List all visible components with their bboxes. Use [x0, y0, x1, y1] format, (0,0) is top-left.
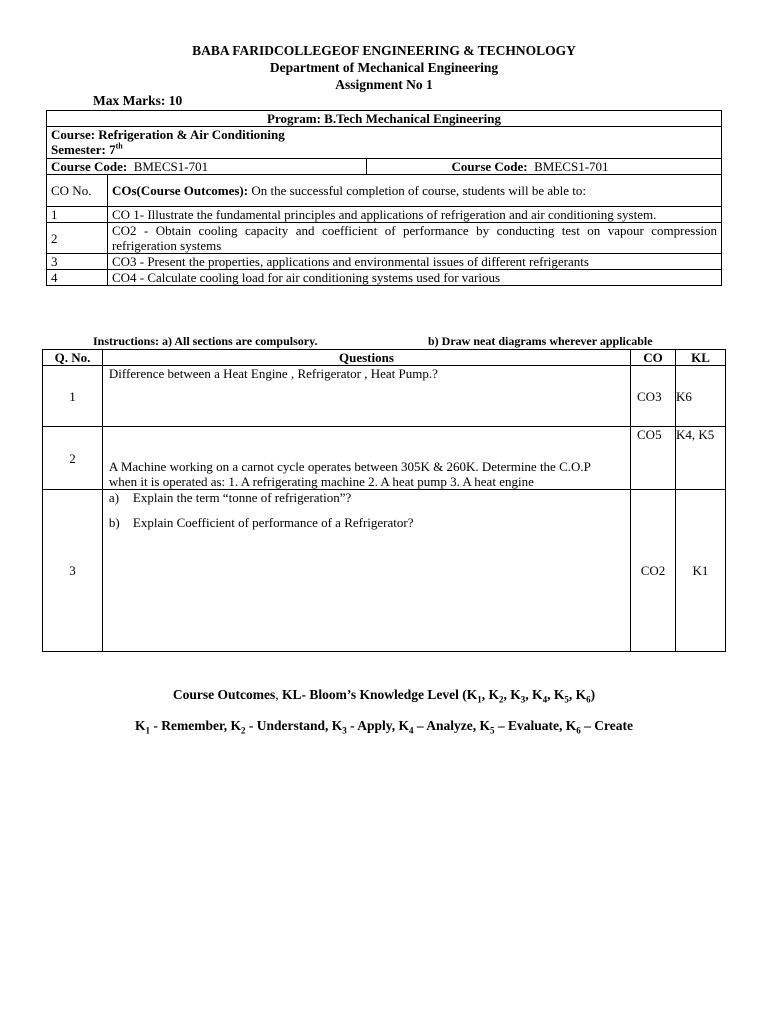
question-row: 3 a) Explain the term “tonne of refrigeration”? b) Explain Coefficient of performance of a Refrigerator? CO2 K1 — [43, 490, 726, 652]
program-cell: Program: B.Tech Mechanical Engineering — [47, 111, 722, 127]
questions-table — [42, 349, 726, 652]
college-name: BABA FARIDCOLLEGEOF ENGINEERING & TECHNOLOGY — [192, 43, 576, 58]
footer-line-1: Course Outcomes, KL- Bloom’s Knowledge Level ($K_1$, $K_2$, $K_3$, $K_4$, $K_5$, $K_6$) — [172, 687, 596, 705]
sub-question-a: a) Explain the term “tonne of refrigeration”? — [108, 490, 352, 505]
outcome-row: 4 CO4 - Calculate cooling load for air conditioning systems used for various — [47, 270, 722, 286]
cos-header: COs(Course Outcomes): On the successful completion of course, students will be able to: — [107, 175, 721, 207]
kl-header: KL — [675, 350, 725, 366]
outcome-row: 2 CO2 - Obtain cooling capacity and coefficient of performance by conducting test on vapour compression refrigeration systems — [47, 223, 722, 254]
question-row: 1 Difference between a Heat Engine , Refrigerator , Heat Pump.? CO3 K6 — [43, 366, 726, 427]
qno-header: Q. No. — [43, 350, 103, 366]
footer-line-2: $K_1$ - Remember, $K_2$ - Understand, $K_3$ - Apply, $K_4$ – Analyze, $K_5$ – Evaluate, $K_6$ – Create — [134, 718, 634, 736]
co-no-header: CO No. — [47, 175, 108, 207]
co-header: CO — [631, 350, 676, 366]
semester: Semester: 7th — [51, 141, 123, 157]
sub-question-b: b) Explain Coefficient of performance of a Refrigerator? — [108, 515, 414, 530]
course-semester-cell — [47, 127, 722, 159]
course-name: Course: Refrigeration & Air Conditioning — [51, 127, 285, 142]
max-marks: Max Marks: 10 — [93, 93, 183, 108]
instruction-b: b) Draw neat diagrams wherever applicable — [428, 334, 653, 348]
assignment-title: Assignment No 1 — [335, 77, 433, 92]
department-name: Department of Mechanical Engineering — [269, 60, 499, 75]
course-code-cell-2: Course Code: BMECS1-701 — [367, 159, 722, 175]
outcome-row: 1 CO 1- Illustrate the fundamental principles and applications of refrigeration and air conditioning system. — [47, 207, 722, 223]
outcome-row: 3 CO3 - Present the properties, applications and environmental issues of different refrigerants — [47, 254, 722, 270]
question-row: 2 A Machine working on a carnot cycle operates between 305K & 260K. Determine the C.O.P when it is operated as: 1. A refrigerating machine 2. A heat pump 3. A heat engine CO5 K4, K5 — [43, 427, 726, 490]
questions-header: Questions — [102, 350, 630, 366]
course-code-cell-1: Course Code: BMECS1-701 — [47, 159, 367, 175]
instruction-a: Instructions: a) All sections are compulsory. — [93, 334, 318, 348]
course-outcomes-table — [46, 110, 722, 286]
